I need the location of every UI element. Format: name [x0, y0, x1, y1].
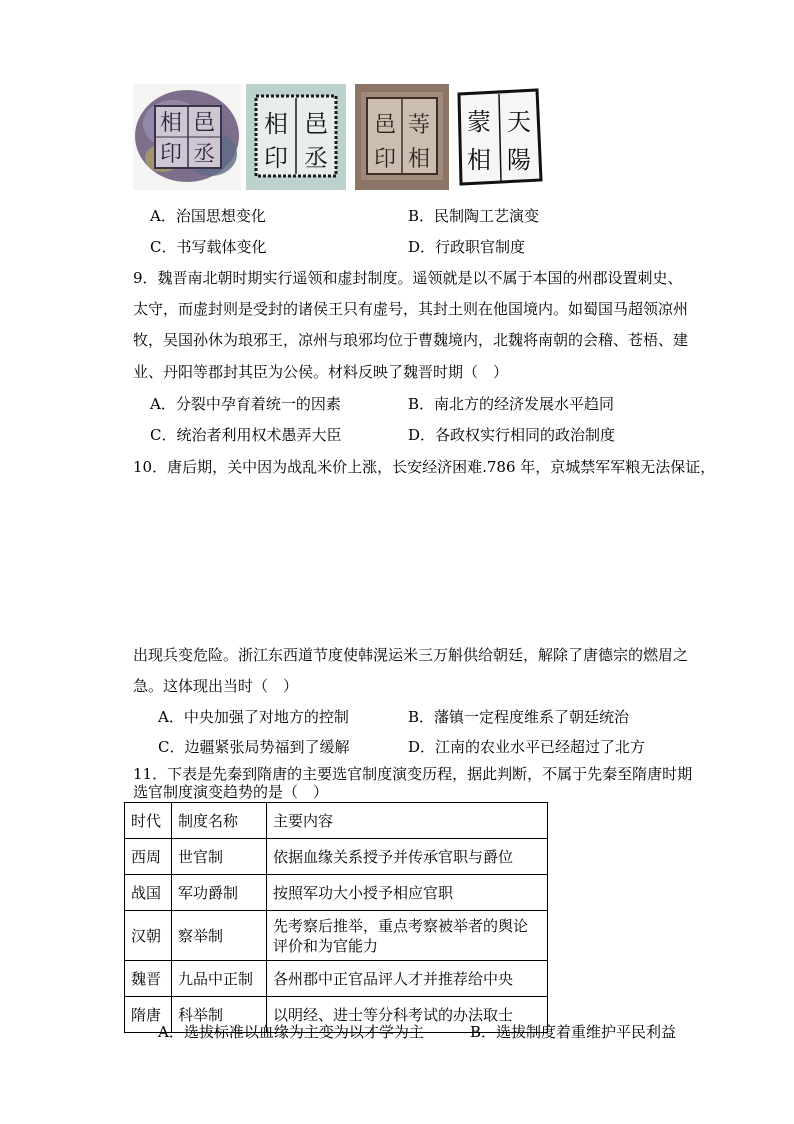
q9-stem-line: 业、丹阳等郡封其臣为公侯。材料反映了魏晋时期（ ） [133, 363, 509, 381]
table-cell: 先考察后推举，重点考察被举者的舆论评价和为官能力 [267, 911, 548, 961]
q10-option-c: C．边疆紧张局势福到了缓解 [158, 738, 350, 756]
q10-stem-line: 10．唐后期，关中因为战乱米价上涨，长安经济困难.786 年，京城禁军军粮无法保证， [133, 458, 716, 476]
table-row [125, 839, 548, 875]
q8-option-c: C．书写载体变化 [150, 238, 267, 256]
table-cell: 西周 [125, 839, 172, 875]
table-header-row [125, 803, 548, 839]
seal-glyph: 相 [467, 146, 491, 174]
seal-photo-2 [355, 84, 449, 190]
seal-rubbing-2 [451, 84, 545, 190]
seal-glyph: 相 [159, 111, 183, 136]
seal-glyph: 相 [264, 110, 288, 138]
q10-stem-line: 急。这体现出当时（ ） [133, 677, 299, 695]
q11-stem-line: 选官制度演变趋势的是（ ） [133, 783, 329, 801]
q9-option-a: A．分裂中孕育着统一的因素 [150, 395, 341, 413]
q11-option-a: A．选拔标准以血缘为主变为以才学为主 [158, 1023, 424, 1041]
q11-option-b: B．选拔制度着重维护平民利益 [470, 1023, 677, 1041]
q9-option-b: B．南北方的经济发展水平趋同 [408, 395, 615, 413]
table-cell: 隋唐 [125, 997, 172, 1033]
seal-glyph: 印 [373, 147, 397, 172]
table-cell: 世官制 [172, 839, 267, 875]
seal-glyph: 丞 [304, 144, 328, 172]
table-row [125, 911, 548, 961]
selection-system-table [124, 802, 548, 1033]
table-cell: 以明经、进士等分科考试的办法取士 [267, 997, 548, 1033]
table-header-cell: 制度名称 [172, 803, 267, 839]
seal-glyph: 邑 [373, 113, 397, 138]
q9-option-c: C．统治者利用权术愚弄大臣 [150, 426, 342, 444]
q9-stem-line: 太守，而虚封则是受封的诸侯王只有虚号，其封土则在他国境内。如蜀国马超领凉州 [133, 300, 689, 318]
seal-rubbing-1 [246, 84, 346, 190]
seal-glyph: 邑 [192, 111, 216, 136]
q9-stem-line: 9．魏晋南北朝时期实行遥领和虚封制度。遥领就是以不属于本国的州郡设置刺史、 [133, 269, 683, 287]
table-cell: 察举制 [172, 911, 267, 961]
q11-stem-line: 11．下表是先秦到隋唐的主要选官制度演变历程，据此判断，不属于先秦至隋唐时期 [133, 765, 693, 783]
q10-option-d: D．江南的农业水平已经超过了北方 [408, 738, 646, 756]
seal-glyph: 丞 [192, 142, 216, 167]
table-cell: 汉朝 [125, 911, 172, 961]
table-cell: 军功爵制 [172, 875, 267, 911]
seal-glyph: 印 [159, 142, 183, 167]
table-cell: 各州郡中正官品评人才并推荐给中央 [267, 961, 548, 997]
table-cell: 依据血缘关系授予并传承官职与爵位 [267, 839, 548, 875]
table-row [125, 961, 548, 997]
seal-image-strip [133, 84, 545, 190]
seal-glyph: 蒙 [467, 108, 491, 136]
table-cell: 科举制 [172, 997, 267, 1033]
seal-glyph: 印 [264, 144, 288, 172]
q8-option-b: B．民制陶工艺演变 [408, 207, 540, 225]
table-cell: 战国 [125, 875, 172, 911]
table-cell: 魏晋 [125, 961, 172, 997]
table-row [125, 875, 548, 911]
table-cell: 按照军功大小授予相应官职 [267, 875, 548, 911]
q10-stem-line: 出现兵变危险。浙江东西道节度使韩滉运米三万斛供给朝廷，解除了唐德宗的燃眉之 [133, 646, 689, 664]
q9-option-d: D．各政权实行相同的政治制度 [408, 426, 616, 444]
seal-glyph: 䓁 [407, 113, 431, 138]
q10-option-b: B．藩镇一定程度维系了朝廷统治 [408, 708, 630, 726]
seal-glyph: 邑 [304, 110, 328, 138]
q8-option-d: D．行政职官制度 [408, 238, 526, 256]
q8-option-a: A．治国思想变化 [150, 207, 266, 225]
table-header-cell: 主要内容 [267, 803, 548, 839]
q10-option-a: A．中央加强了对地方的控制 [158, 708, 349, 726]
seal-glyph: 陽 [507, 146, 531, 174]
seal-glyph: 相 [407, 147, 431, 172]
seal-glyph: 天 [507, 108, 531, 136]
q9-stem-line: 牧，吴国孙休为琅邪王，凉州与琅邪均位于曹魏境内，北魏将南朝的会稽、苍梧、建 [133, 331, 689, 349]
table-header-cell: 时代 [125, 803, 172, 839]
seal-photo-1 [133, 84, 241, 190]
table-cell: 九品中正制 [172, 961, 267, 997]
